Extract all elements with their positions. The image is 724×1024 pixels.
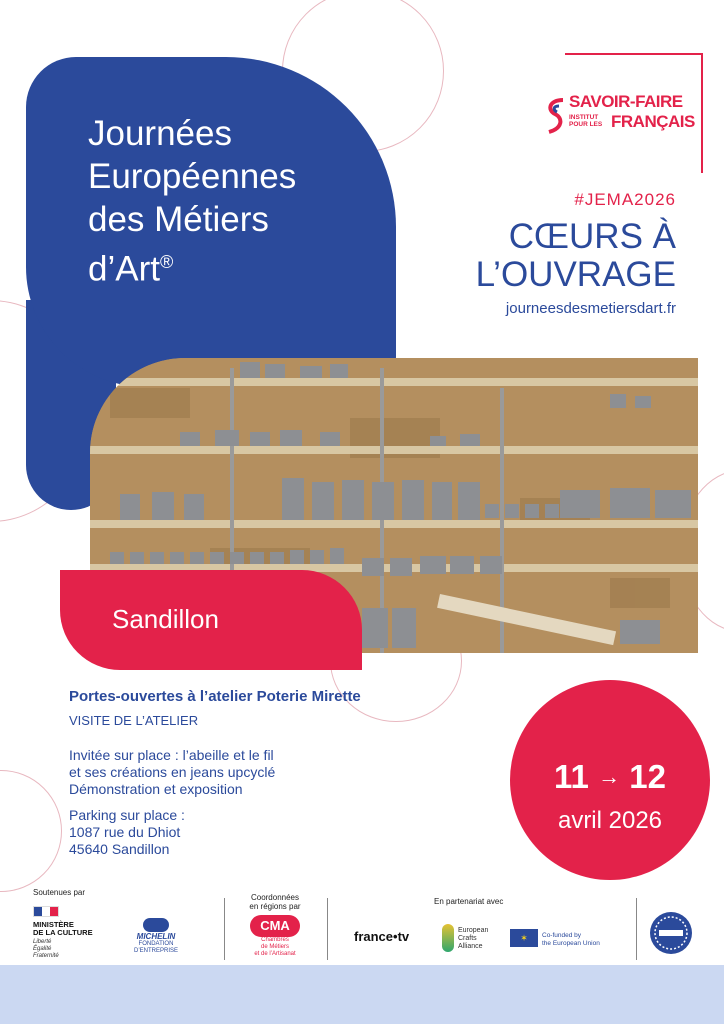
ministry-line-2: DE LA CULTURE — [33, 928, 93, 937]
eu-line-2: the European Union — [542, 940, 600, 947]
date-start: 11 — [554, 758, 589, 795]
cma-logo: CMA — [250, 915, 300, 937]
marianne-flag-icon — [33, 906, 59, 917]
date-range — [520, 758, 700, 796]
eu-line-1: Co-funded by — [542, 932, 582, 939]
cma-sub-3: et de l’Artisanat — [254, 951, 296, 957]
footer-divider-3 — [636, 898, 637, 960]
footer-divider-1 — [224, 898, 225, 960]
slogan-line-2: L’OUVRAGE — [475, 255, 676, 294]
description-line-3: Démonstration et exposition — [69, 781, 243, 797]
date-month: avril 2026 — [557, 807, 663, 834]
brand-small: INSTITUT POUR LES — [569, 114, 603, 128]
title-line-3: des Métiers — [88, 200, 269, 239]
partnership-label: En partenariat avec — [434, 897, 504, 906]
title-line-2: Européennes — [88, 157, 297, 196]
michelin-man-icon — [143, 918, 169, 932]
michelin-sub-1: FONDATION — [138, 941, 174, 947]
footer-divider-2 — [327, 898, 328, 960]
hashtag: #JEMA2026 — [574, 190, 676, 209]
slogan — [400, 218, 676, 294]
event-title: Portes-ouvertes à l’atelier Poterie Mirette — [69, 688, 361, 705]
parking-info — [69, 807, 185, 858]
ministry-line-1: MINISTÈRE — [33, 920, 74, 929]
savoir-faire-emblem-icon — [545, 96, 567, 136]
cma-sub-1: Chambres — [261, 937, 289, 943]
brand-frame-top — [565, 53, 703, 55]
event-type: VISITE DE L’ATELIER — [69, 713, 199, 728]
arrow-right-icon: → — [598, 764, 621, 789]
parking-line-3: 45640 Sandillon — [69, 841, 170, 857]
title-line-4: d’Art — [88, 249, 160, 289]
michelin-logo — [128, 918, 184, 955]
footer-band — [0, 965, 724, 1024]
event-description — [69, 747, 275, 798]
jema-seal-icon — [648, 910, 694, 956]
eca-line-1: European — [458, 927, 489, 934]
parking-line-1: Parking sur place : — [69, 807, 185, 823]
brand-line-2: FRANÇAIS — [611, 112, 695, 131]
eca-emblem-icon — [442, 924, 454, 952]
eca-line-2: Crafts — [458, 935, 477, 942]
title-line-1: Journées — [88, 114, 232, 153]
website-link[interactable]: journeesdesmetiersdart.fr — [505, 300, 676, 317]
registered-mark: ® — [159, 252, 174, 272]
motto-3: Fraternité — [33, 953, 59, 959]
eca-line-3: Alliance — [458, 943, 483, 950]
coordinated-line-2: en régions par — [249, 902, 301, 911]
francetv-logo: france•tv — [354, 929, 410, 944]
brand-line-1: SAVOIR-FAIRE — [569, 92, 683, 111]
michelin-sub-2: D’ENTREPRISE — [133, 948, 178, 954]
slogan-line-1: CŒURS À — [508, 217, 676, 256]
motto-2: Égalité — [33, 946, 52, 952]
supported-by-label: Soutenues par — [33, 888, 86, 897]
ministry-logo — [33, 906, 93, 960]
eu-flag-icon: ✶ — [510, 929, 538, 947]
poster-title — [88, 112, 296, 291]
brand-frame-side — [701, 55, 703, 173]
description-line-1: Invitée sur place : l’abeille et le fil — [69, 747, 274, 763]
cma-section — [238, 893, 312, 958]
michelin-wordmark: MICHELIN — [136, 932, 176, 941]
motto-1: Liberté — [33, 939, 52, 945]
coordinated-line-1: Coordonnées — [250, 893, 300, 902]
description-line-2: et ses créations en jeans upcyclé — [69, 764, 276, 780]
savoir-faire-logo — [545, 92, 695, 142]
city-name: Sandillon — [112, 604, 219, 634]
cma-sub-2: de Métiers — [260, 944, 289, 950]
date-end: 12 — [629, 758, 666, 795]
parking-line-2: 1087 rue du Dhiot — [69, 824, 181, 840]
decor-circle-bottom-left — [0, 770, 62, 892]
